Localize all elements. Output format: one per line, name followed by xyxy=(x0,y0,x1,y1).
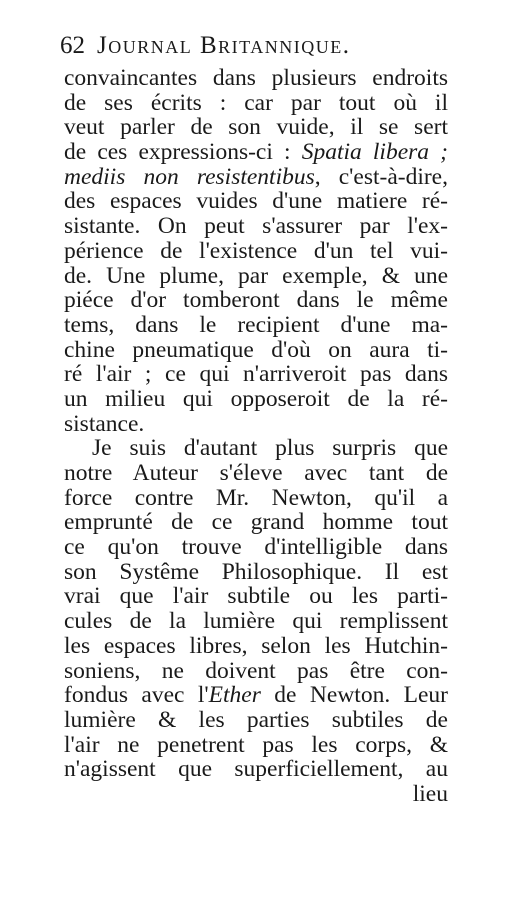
running-title: Journal Britannique. xyxy=(97,32,351,59)
text-line: de ces expressions-ci : Spatia libera ; xyxy=(64,139,448,166)
text-line: de. Une plume, par exemple, & une xyxy=(64,262,448,289)
latin-phrase: Spatia libera ; xyxy=(301,139,448,166)
text-line: sistante. On peut s'assurer par l'ex- xyxy=(64,213,448,240)
catchword: lieu xyxy=(412,780,448,807)
text-line: sistance. xyxy=(64,410,145,437)
text-line: force contre Mr. Newton, qu'il a xyxy=(64,484,448,511)
text-line: mediis non resistentibus, c'est-à-dire, xyxy=(64,163,448,190)
text-line: n'agissent que superficiellement, au xyxy=(64,756,448,783)
text-line: convaincantes dans plusieurs endroits xyxy=(64,65,448,91)
text-line: ce qu'on trouve d'intelligible dans xyxy=(64,534,448,561)
text-line: son Systême Philosophique. Il est xyxy=(64,558,448,585)
text-line: tems, dans le recipient d'une ma- xyxy=(64,311,448,338)
text-line: ré l'air ; ce qui n'arriveroit pas dans xyxy=(64,361,448,388)
ether-term: Ether xyxy=(208,682,261,709)
text-line: notre Auteur s'éleve avec tant de xyxy=(64,460,448,486)
text-line: les espaces libres, selon les Hutchin- xyxy=(64,632,448,659)
text-line: un milieu qui opposeroit de la ré- xyxy=(64,385,448,412)
text-line: de ses écrits : car par tout où il xyxy=(64,89,448,116)
text-line: vrai que l'air subtile ou les parti- xyxy=(64,583,448,610)
paragraph-first-line: Je suis d'autant plus surpris que xyxy=(92,435,448,462)
page-number: 62 xyxy=(60,32,85,59)
text-line: piéce d'or tomberont dans le même xyxy=(64,287,448,314)
text-line: lumière & les parties subtiles de xyxy=(64,706,448,733)
text-line: fondus avec l'Ether de Newton. Leur xyxy=(64,682,448,709)
text-line: l'air ne penetrent pas les corps, & xyxy=(64,731,448,758)
text-line: des espaces vuides d'une matiere ré- xyxy=(64,188,448,215)
body-text xyxy=(64,66,448,807)
text-line: emprunté de ce grand homme tout xyxy=(64,509,448,536)
running-head xyxy=(60,32,440,66)
text-line: veut parler de son vuide, il se sert xyxy=(64,114,448,141)
latin-phrase: mediis non resistentibus xyxy=(64,163,315,190)
text-line: soniens, ne doivent pas être con- xyxy=(64,657,448,684)
text-line: périence de l'existence d'un tel vui- xyxy=(64,237,448,264)
text-line: chine pneumatique d'où on aura ti- xyxy=(64,336,448,363)
text-line: cules de la lumière qui remplissent xyxy=(64,608,448,635)
